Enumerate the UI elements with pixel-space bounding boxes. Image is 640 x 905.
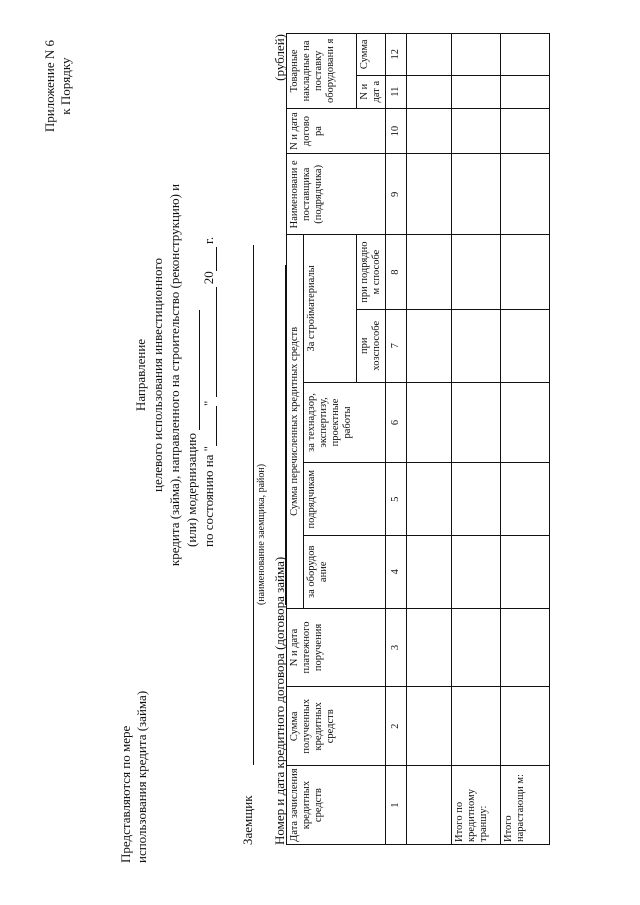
cumulative-total-row (501, 34, 550, 845)
invoices-group-header: Товарные накладные на поставку оборудовани я (287, 34, 357, 109)
table-cell[interactable] (501, 34, 550, 76)
title-line2: целевого использования инвестиционного (150, 258, 165, 492)
units-label: (рублей) (272, 34, 287, 81)
table-cell[interactable] (407, 309, 452, 382)
note-line1: Представляются по мере (118, 725, 133, 863)
title-line3: кредита (займа), направленного на строительство (реконструкцию) и (167, 183, 182, 567)
table-cell[interactable] (407, 463, 452, 536)
column-number: 1 (386, 766, 407, 845)
col-contractors-header: подрядчикам (304, 463, 386, 536)
column-number: 8 (386, 235, 407, 310)
table-cell[interactable] (501, 108, 550, 154)
title-line5: по состоянию на "" 20 г. (201, 236, 216, 547)
month-blank[interactable] (203, 287, 217, 397)
col-equipment-header: за оборудов ание (304, 535, 386, 608)
appendix-label (42, 40, 74, 132)
column-number: 7 (386, 309, 407, 382)
col-received-sum-header: Сумма полученных кредитных средств (287, 687, 386, 766)
note-line2: использования кредита (займа) (134, 690, 149, 863)
table-cell[interactable] (452, 608, 501, 687)
table-cell[interactable] (501, 687, 550, 766)
table-cell[interactable] (452, 34, 501, 76)
table-cell[interactable] (452, 535, 501, 608)
column-number: 6 (386, 382, 407, 463)
column-number: 12 (386, 34, 407, 76)
table-cell[interactable] (407, 108, 452, 154)
table-cell[interactable] (407, 75, 452, 108)
col-invoice-number-header: N и дат а (357, 75, 386, 108)
table-cell[interactable] (407, 687, 452, 766)
tranche-total-row (452, 34, 501, 845)
table-cell[interactable] (452, 309, 501, 382)
table-cell[interactable] (501, 235, 550, 310)
borrower-caption: (наименование заемщика, район) (256, 463, 267, 605)
col-contract-header: N и дата догово ра (287, 108, 386, 154)
column-number-row (386, 34, 407, 845)
col-supplier-header: Наименовани е поставщика (подрядчика) (287, 154, 386, 235)
table-row (407, 34, 452, 845)
materials-group-header: За стройматериалы (304, 235, 357, 382)
title-line4: (или) модернизацию (183, 85, 200, 665)
table-cell[interactable] (407, 235, 452, 310)
column-number: 10 (386, 108, 407, 154)
table-cell[interactable] (407, 766, 452, 845)
table-cell[interactable] (407, 535, 452, 608)
table-cell[interactable] (452, 382, 501, 463)
column-number: 11 (386, 75, 407, 108)
borrower-field[interactable] (253, 245, 254, 765)
appendix-line1: Приложение N 6 (42, 40, 57, 133)
table-cell[interactable] (501, 535, 550, 608)
column-number: 5 (386, 463, 407, 536)
column-number: 2 (386, 687, 407, 766)
table-cell[interactable] (452, 687, 501, 766)
day-blank[interactable] (203, 406, 217, 446)
column-number: 9 (386, 154, 407, 235)
table-cell[interactable] (407, 154, 452, 235)
table-cell[interactable] (407, 382, 452, 463)
table-cell[interactable] (501, 154, 550, 235)
table-cell[interactable] (501, 382, 550, 463)
table-cell[interactable] (452, 75, 501, 108)
col-invoice-sum-header: Сумма (357, 34, 386, 76)
table-cell[interactable] (452, 463, 501, 536)
table-cell[interactable] (501, 309, 550, 382)
col-date-header: Дата зачисления кредитных средств (287, 766, 386, 845)
submission-note (118, 691, 150, 863)
table-cell[interactable] (452, 108, 501, 154)
table-cell[interactable] (501, 75, 550, 108)
contract-label: Номер и дата кредитного договора (договора займа) (272, 556, 287, 845)
col-materials-contract-header: при подрядно м способе (357, 235, 386, 310)
form-title (132, 85, 217, 665)
transferred-sum-group-header: Сумма перечисленных кредитных средств (287, 235, 304, 608)
table-cell[interactable] (452, 154, 501, 235)
col-materials-self-header: при хозспособе (357, 309, 386, 382)
title-line1: Направление (133, 338, 148, 412)
header-row-1 (287, 34, 304, 845)
column-number: 3 (386, 608, 407, 687)
col-supervision-header: за технадзор, экспертизу, проектные работы (304, 382, 386, 463)
column-number: 4 (386, 535, 407, 608)
borrower-label: Заемщик (240, 795, 255, 845)
col-payment-order-header: N и дата платежного поручения (287, 608, 386, 687)
table-cell[interactable] (407, 34, 452, 76)
table-cell[interactable] (452, 235, 501, 310)
table-cell[interactable] (501, 463, 550, 536)
table-cell[interactable] (501, 608, 550, 687)
table-cell[interactable] (407, 608, 452, 687)
cumulative-total-label: Итого нарастающи м: (501, 766, 550, 845)
year-blank[interactable] (203, 247, 217, 271)
modernization-blank[interactable] (186, 310, 200, 430)
tranche-total-label: Итого по кредитному траншу: (452, 766, 501, 845)
appendix-line2: к Порядку (58, 57, 73, 115)
credit-usage-table (286, 33, 550, 845)
